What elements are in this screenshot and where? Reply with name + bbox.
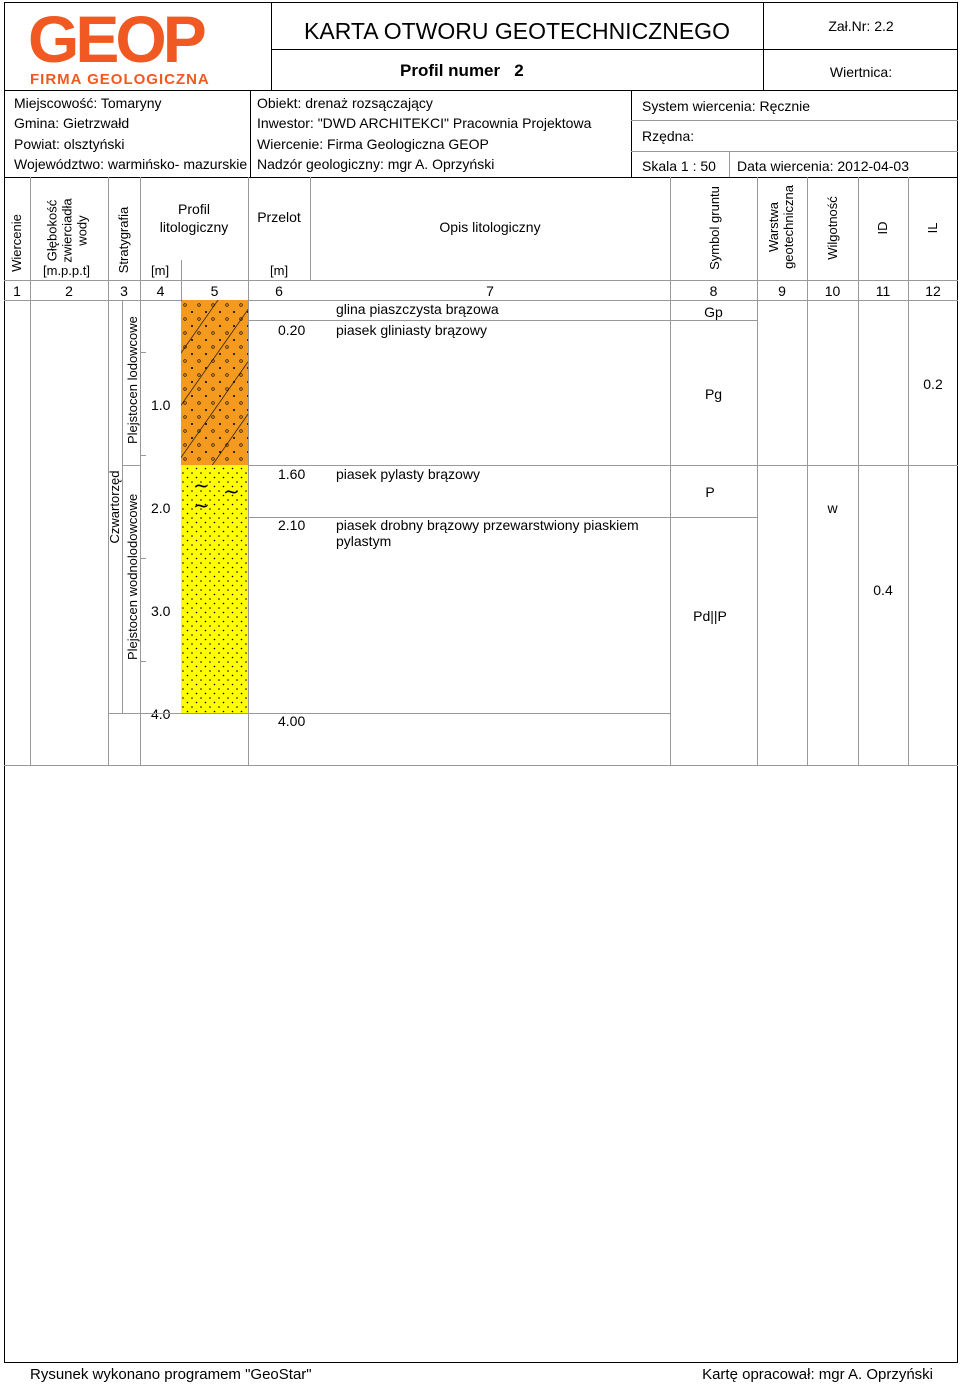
column-number: 1: [13, 283, 21, 299]
header-drilling: Wiercenie: [9, 214, 24, 272]
layer-1-description: glina piaszczysta brązowa: [336, 301, 499, 317]
drilling-system: System wiercenia: Ręcznie: [642, 98, 811, 114]
header-geotech-layer: Warstwa geotechniczna: [766, 185, 796, 269]
header-interval-unit: [m]: [270, 263, 289, 278]
silt-symbol: ~: [193, 473, 210, 497]
layer-4-symbol: Pd||P: [693, 608, 727, 624]
locality: Miejscowość: Tomaryny: [14, 95, 162, 111]
column-number: 2: [65, 283, 73, 299]
district: Powiat: olsztyński: [14, 136, 125, 152]
footer-software: Rysunek wykonano programem "GeoStar": [30, 1366, 312, 1383]
column-number: 5: [210, 283, 219, 299]
attachment-number: Zał.Nr: 2.2: [828, 18, 894, 34]
layer-2-symbol: Pg: [704, 386, 723, 402]
layer-3-symbol: P: [705, 484, 715, 500]
scale: Skala 1 : 50: [642, 158, 716, 174]
column-number: 4: [156, 283, 165, 299]
bottom-depth: 4.00: [278, 713, 306, 729]
stratigraphy-era: Czwartorzęd: [107, 470, 122, 544]
card-title: KARTA OTWORU GEOTECHNICZNEGO: [304, 18, 730, 44]
logo-text: GEOP: [28, 4, 203, 76]
layer-2-description: piasek gliniasty brązowy: [336, 322, 487, 338]
layer-3-description: piasek pylasty brązowy: [336, 466, 480, 482]
layer-2-il: 0.2: [923, 376, 943, 392]
layer-3-moisture: w: [827, 500, 838, 516]
column-number: 8: [709, 283, 718, 299]
profile-number: 2: [514, 61, 524, 80]
header-interval: Przelot: [257, 209, 301, 225]
elevation: Rzędna:: [642, 128, 695, 144]
depth-tick-4: 4.0: [151, 706, 171, 722]
rig-label: Wiertnica:: [829, 64, 893, 80]
header-profile: Profil litologiczny: [159, 201, 229, 235]
column-number: 12: [925, 283, 941, 299]
column-number: 11: [875, 283, 891, 299]
column-number: 6: [275, 283, 283, 299]
stratigraphy-fluvioglacial: Plejstocen wodnolodowcowe: [125, 493, 140, 660]
depth-tick-2: 2.0: [151, 500, 171, 516]
header-water-depth-unit: [m.p.p.t]: [43, 263, 90, 278]
header-soil-symbol: Symbol gruntu: [707, 186, 722, 270]
drilling-date: Data wiercenia: 2012-04-03: [737, 158, 909, 174]
drilling-company: Wiercenie: Firma Geologiczna GEOP: [257, 136, 489, 152]
column-number: 10: [824, 283, 841, 299]
svg-text:~: ~: [223, 479, 240, 503]
geop-logo-graphic: [8, 4, 270, 88]
header-description: Opis litologiczny: [439, 219, 541, 235]
layer-4-id: 0.4: [873, 582, 893, 598]
commune: Gmina: Gietrzwałd: [14, 115, 130, 131]
layer-4-description: piasek drobny brązowy przewarstwiony piaskiem pylastym: [336, 517, 639, 549]
depth-tick-3: 3.0: [151, 603, 171, 619]
supervision: Nadzór geologiczny: mgr A. Oprzyński: [257, 156, 495, 172]
object: Obiekt: drenaż rozsączający: [257, 95, 433, 111]
header-stratigraphy: Stratygrafia: [116, 206, 131, 274]
layer-4-top: 2.10: [278, 517, 306, 533]
layer-2-top: 0.20: [278, 322, 306, 338]
svg-text:~: ~: [193, 493, 210, 517]
column-number: 7: [486, 283, 494, 299]
logo-subtitle: FIRMA GEOLOGICZNA: [30, 71, 210, 88]
profile-label: Profil numer 2: [400, 61, 524, 80]
layer-1-symbol: Gp: [704, 304, 723, 320]
depth-tick-1: 1.0: [151, 397, 171, 413]
header-moisture: Wilgotność: [825, 196, 840, 260]
column-number: 9: [778, 283, 786, 299]
lithology-profile: [181, 300, 248, 714]
stratigraphy-glacial: Plejstocen lodowcowe: [125, 316, 140, 444]
investor: Inwestor: "DWD ARCHITEKCI" Pracownia Projektowa: [257, 115, 592, 131]
header-id: ID: [875, 221, 890, 235]
header-profile-unit: [m]: [151, 263, 170, 278]
voivodeship: Województwo: warmińsko- mazurskie: [14, 156, 248, 172]
layer-3-top: 1.60: [278, 466, 306, 482]
company-logo: [8, 4, 270, 88]
header-water-depth: Głębokość zwierciadła wody: [44, 198, 90, 263]
column-number: 3: [120, 283, 128, 299]
footer-author: Kartę opracował: mgr A. Oprzyński: [702, 1366, 933, 1383]
header-il: IL: [925, 222, 940, 234]
